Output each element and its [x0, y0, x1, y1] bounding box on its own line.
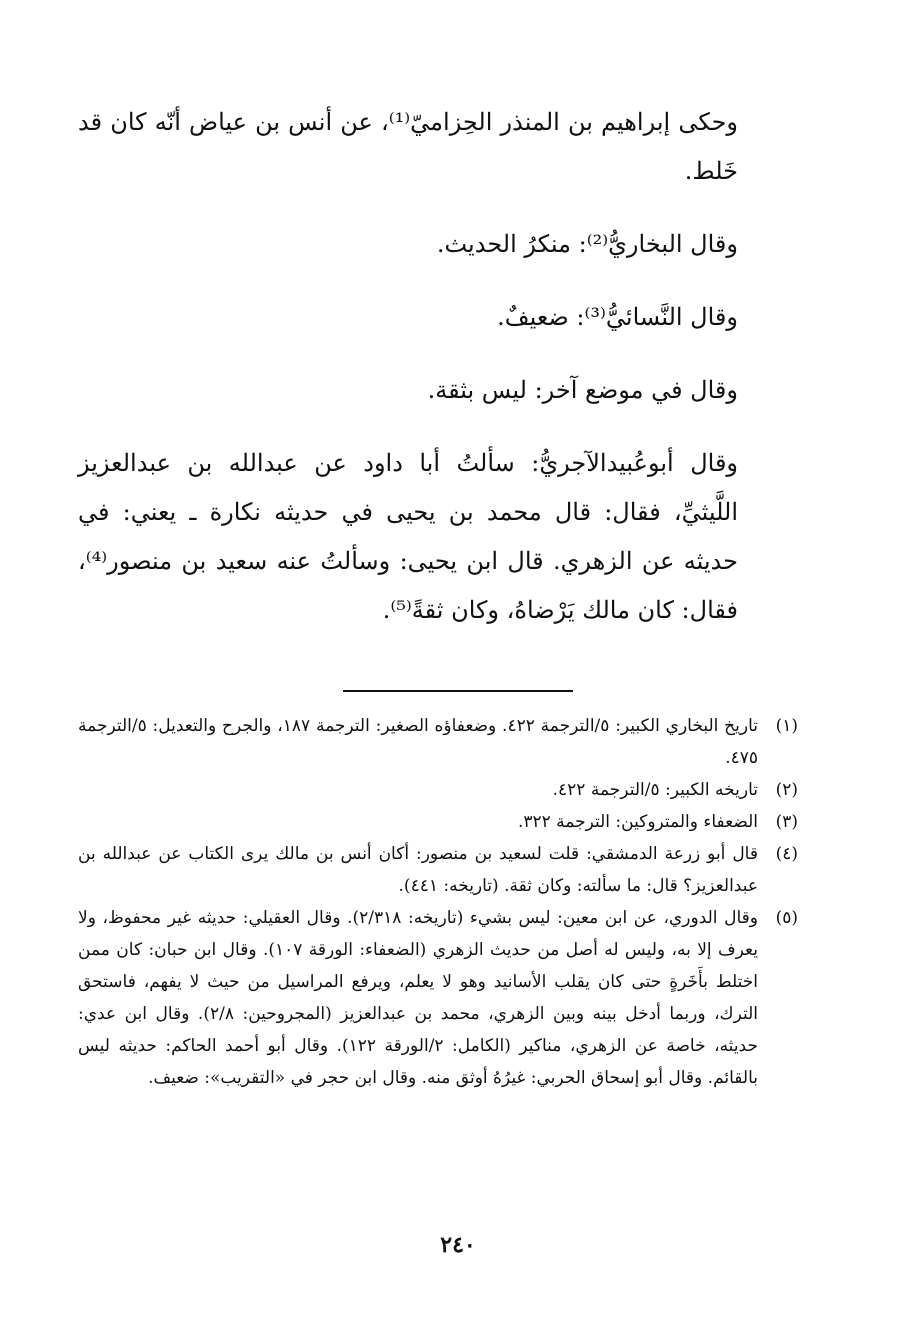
paragraph-5: وقال أبوعُبيدالآجريُّ: سألتُ أبا داود عن عبدالله بن عبدالعزيز اللَّيثيِّ، فقال: قال محمد بن يحيى في حديثه نكارة ـ يعني: في حديثه عن الزهري. قال ابن يحيى: وسألتُ عنه سعيد بن منصور⁽⁴⁾، فقال: كان مالك يَرْضاهُ، وكان ثقةً⁽⁵⁾.: [78, 449, 738, 624]
footnote-text: وقال الدوري، عن ابن معين: ليس بشيء (تاريخه: ٢/٣١٨). وقال العقيلي: حديثه غير محفوظ، ولا يعرف إلا به، وليس له أصل من حديث الزهري (الضعفاء: الورقة ١٠٧). وقال ابن حبان: كان ممن اختلط بأَخَرةٍ حتى كان يقلب الأسانيد وهو لا يعلم، ويرفع المراسيل من حيث لا يفهم، فاستحق الترك، وربما أدخل بينه وبين الزهري، محمد بن عبدالعزيز (المجروحين: ٢/٨). وقال ابن عدي: حديثه، خاصة عن الزهري، مناكير (الكامل: ٢/الورقة ١٢٢). وقال أبو أحمد الحاكم: حديثه ليس بالقائم. وقال أبو إسحاق الحربي: غيرُهُ أوثق منه. وقال ابن حجر في «التقريب»: ضعيف.: [78, 908, 758, 1088]
footnote-text: الضعفاء والمتروكين: الترجمة ٣٢٢.: [517, 812, 758, 832]
footnote-number: (٥): [775, 908, 798, 928]
main-text: [78, 98, 798, 635]
paragraph-1: وحكى إبراهيم بن المنذر الحِزاميّ⁽¹⁾، عن أنس بن عياض أنّه كان قد خَلط.: [78, 108, 738, 185]
footnote-separator: [343, 690, 573, 692]
footnote-text: تاريخه الكبير: ٥/الترجمة ٤٢٢.: [552, 780, 758, 800]
footnote-1: [78, 710, 798, 774]
paragraph-3: وقال النَّسائيُّ⁽³⁾: ضعيفٌ.: [497, 303, 738, 331]
footnote-number: (١): [775, 716, 798, 736]
footnote-number: (٢): [775, 780, 798, 800]
footnotes: [78, 710, 798, 1094]
footnote-number: (٣): [775, 812, 798, 832]
footnote-number: (٤): [775, 844, 798, 864]
footnote-text: قال أبو زرعة الدمشقي: قلت لسعيد بن منصور: أكان أنس بن مالك يرى الكتاب عن عبدالله بن عبدالعزيز؟ قال: ما سألته: وكان ثقة. (تاريخه: ٤٤١).: [78, 844, 758, 896]
paragraph-2: وقال البخاريُّ⁽²⁾: منكرُ الحديث.: [436, 230, 738, 258]
page-number: ٢٤٠: [440, 1232, 476, 1258]
footnote-4: [78, 838, 798, 902]
footnote-2: [78, 774, 798, 806]
footnote-text: تاريخ البخاري الكبير: ٥/الترجمة ٤٢٢. وضعفاؤه الصغير: الترجمة ١٨٧، والجرح والتعديل: ٥/الترجمة ٤٧٥.: [78, 716, 758, 768]
footnote-5: [78, 902, 798, 1094]
paragraph-4: وقال في موضع آخر: ليس بثقة.: [427, 376, 738, 404]
footnote-3: [78, 806, 798, 838]
